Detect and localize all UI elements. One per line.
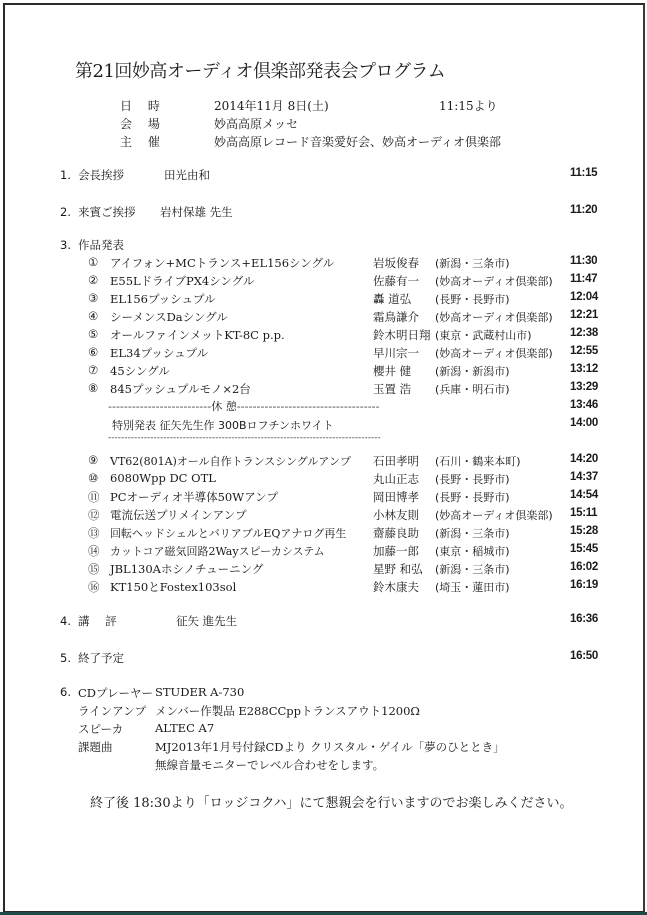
presentation-row — [88, 489, 598, 505]
special-presentation: 特別発表 征矢先生作 300Bロフチンホワイト — [112, 419, 334, 432]
item-time: 13:12 — [570, 363, 598, 375]
equipment-row — [78, 757, 384, 773]
item-number: ⑩ — [88, 471, 99, 485]
item-location: (妙高オーディオ倶楽部) — [435, 509, 553, 522]
section-label: 会長挨拶 — [78, 168, 124, 182]
item-time: 11:30 — [570, 255, 598, 267]
item-location: (石川・鶴来本町) — [435, 455, 521, 468]
info-label: 会 場 — [120, 117, 166, 131]
presentation-row — [88, 381, 598, 397]
equipment-value: 無線音量モニターでレベル合わせをします。 — [155, 758, 385, 772]
presentation-row — [88, 525, 598, 541]
section-label: 来賓ご挨拶 — [78, 205, 136, 219]
item-work: カットコア磁気回路2Wayスピーカシステム — [110, 545, 325, 558]
item-work: 回転ヘッドシェルとバリアブルEQアナログ再生 — [110, 527, 347, 540]
presentation-row — [88, 579, 598, 595]
info-start-time: 11:15より — [439, 99, 498, 113]
item-location: (長野・長野市) — [435, 473, 510, 486]
equipment-value: ALTEC A7 — [155, 721, 215, 735]
presentation-row — [88, 543, 598, 559]
item-presenter: 佐藤有一 — [373, 274, 419, 288]
item-work: E55LドライブPX4シングル — [110, 274, 255, 288]
item-location: (妙高オーディオ倶楽部) — [435, 347, 553, 360]
item-time: 14:37 — [570, 471, 598, 483]
item-number: ⑥ — [88, 345, 99, 359]
item-number: ① — [88, 255, 99, 269]
item-presenter: 早川宗一 — [373, 346, 419, 360]
item-work: 6080Wpp DC OTL — [110, 471, 216, 485]
section-number: 1. — [60, 168, 71, 182]
item-time: 14:20 — [570, 453, 598, 465]
item-location: (新潟・三条市) — [435, 563, 510, 576]
presentation-row — [88, 309, 598, 325]
section-person: 岩村保雄 先生 — [160, 205, 233, 219]
item-presenter: 加藤一郎 — [373, 544, 419, 558]
item-work: シーメンスDaシングル — [110, 310, 228, 324]
item-work: PCオーディオ半導体50Wアンプ — [110, 490, 279, 504]
item-time: 16:02 — [570, 561, 598, 573]
item-presenter: 小林友則 — [373, 508, 419, 522]
item-number: ⑦ — [88, 363, 99, 377]
item-presenter: 石田孝明 — [373, 454, 419, 468]
section-1-time: 11:15 — [570, 167, 598, 179]
section-label: 作品発表 — [78, 238, 124, 252]
item-presenter: 岩坂俊春 — [373, 256, 419, 270]
section-3 — [60, 237, 124, 253]
item-time: 12:55 — [570, 345, 598, 357]
item-location: (妙高オーディオ倶楽部) — [435, 275, 553, 288]
equipment-value: メンバー作製品 E288CCppトランスアウト1200Ω — [155, 704, 420, 718]
item-time: 15:11 — [570, 507, 598, 519]
info-venue — [120, 115, 414, 132]
presentation-row — [88, 273, 598, 289]
section-number: 2. — [60, 205, 71, 219]
section-number: 5. — [60, 651, 71, 665]
section-2 — [60, 204, 233, 220]
item-number: ⑫ — [88, 508, 100, 522]
item-number: ② — [88, 273, 99, 287]
info-label: 日 時 — [120, 99, 166, 113]
item-number: ⑧ — [88, 381, 99, 395]
equipment-row — [78, 739, 505, 755]
section-number: 3. — [60, 238, 71, 252]
item-location: (兵庫・明石市) — [435, 383, 510, 396]
section-1 — [60, 167, 210, 183]
item-work: KT150とFostex103sol — [110, 580, 237, 594]
equipment-key — [78, 757, 155, 773]
item-time: 15:28 — [570, 525, 598, 537]
closing-note: 終了後 18:30より「ロッジコクハ」にて懇親会を行いますのでお楽しみください。 — [90, 796, 573, 811]
presentation-row — [88, 327, 598, 343]
item-presenter: 丸山正志 — [373, 472, 419, 486]
section-4-time: 16:36 — [570, 613, 598, 625]
section-number: 4. — [60, 614, 71, 628]
item-time: 11:47 — [570, 273, 598, 285]
item-presenter: 霜鳥謙介 — [373, 310, 419, 324]
page-title: 第21回妙高オーディオ倶楽部発表会プログラム — [75, 61, 446, 82]
item-time: 12:21 — [570, 309, 598, 321]
item-number: ③ — [88, 291, 99, 305]
item-presenter: 玉置 浩 — [373, 382, 412, 396]
presentation-row — [88, 471, 598, 487]
equipment-row — [78, 703, 420, 719]
item-location: (新潟・三条市) — [435, 527, 510, 540]
break-row — [108, 398, 380, 414]
item-presenter: 岡田博孝 — [373, 490, 419, 504]
item-presenter: 鈴木明日翔 — [373, 328, 431, 342]
item-location: (埼玉・蓮田市) — [435, 581, 510, 594]
section-number: 6. — [60, 685, 71, 699]
presentation-row — [88, 561, 598, 577]
item-number: ⑮ — [88, 562, 100, 576]
item-location: (東京・稲城市) — [435, 545, 510, 558]
item-time: 16:19 — [570, 579, 598, 591]
item-number: ⑯ — [88, 580, 100, 594]
info-date — [120, 97, 498, 114]
item-work: EL156プッシュプル — [110, 292, 216, 306]
item-location: (東京・武蔵村山市) — [435, 329, 532, 342]
item-location: (妙高オーディオ倶楽部) — [435, 311, 553, 324]
info-label: 主 催 — [120, 135, 166, 149]
section-person: 征矢 進先生 — [176, 614, 238, 628]
item-time: 13:29 — [570, 381, 598, 393]
item-time: 12:38 — [570, 327, 598, 339]
item-number: ⑪ — [88, 490, 100, 504]
item-number: ⑤ — [88, 327, 99, 341]
section-6 — [60, 685, 244, 701]
equipment-row — [78, 721, 214, 737]
item-presenter: 星野 和弘 — [373, 562, 423, 576]
presentation-row — [88, 345, 598, 361]
item-work: EL34プッシュプル — [110, 346, 209, 360]
item-location: (新潟・三条市) — [435, 257, 510, 270]
item-presenter: 轟 道弘 — [373, 292, 412, 306]
presentation-row — [88, 255, 598, 271]
divider: ------------------------------------ — [236, 400, 380, 413]
section-5 — [60, 650, 124, 666]
break-label: 休 憩 — [211, 400, 237, 413]
section-5-time: 16:50 — [570, 650, 598, 662]
section-label: 終了予定 — [78, 651, 124, 665]
item-work: JBL130Aホシノチューニング — [110, 562, 264, 576]
info-value: 妙高高原メッセ — [214, 117, 299, 131]
item-time: 14:54 — [570, 489, 598, 501]
item-work: VT62(801A)オール自作トランスシングルアンプ — [110, 455, 351, 468]
equipment-value: STUDER A-730 — [155, 685, 245, 699]
equipment-key: CDプレーヤー — [78, 686, 154, 700]
info-organizer — [120, 133, 534, 150]
item-work: 845プッシュプルモノ×2台 — [110, 382, 251, 396]
section-label: 講 評 — [78, 614, 123, 628]
presentation-row — [88, 507, 598, 523]
item-number: ④ — [88, 309, 99, 323]
item-presenter: 齋藤良助 — [373, 526, 419, 540]
item-number: ⑬ — [88, 526, 100, 540]
item-presenter: 鈴木康夫 — [373, 580, 419, 594]
item-work: オールファインメットKT-8C p.p. — [110, 328, 285, 342]
item-location: (新潟・新潟市) — [435, 365, 510, 378]
item-work: 電流伝送プリメインアンプ — [110, 508, 247, 522]
presentation-row — [88, 453, 598, 469]
item-number: ⑨ — [88, 453, 99, 467]
section-person: 田光由和 — [164, 168, 210, 182]
break-time: 13:46 — [570, 399, 598, 411]
equipment-key: 課題曲 — [78, 740, 113, 754]
equipment-key: ラインアンプ — [78, 704, 147, 718]
presentation-row — [88, 291, 598, 307]
equipment-key: スピーカ — [78, 722, 124, 736]
info-value: 2014年11月 8日(土) — [214, 99, 329, 113]
item-location: (長野・長野市) — [435, 491, 510, 504]
equipment-value: MJ2013年1月号付録CDより クリスタル・ゲイル「夢のひととき」 — [155, 740, 505, 754]
item-presenter: 櫻井 健 — [373, 364, 412, 378]
section-2-time: 11:20 — [570, 204, 598, 216]
item-number: ⑭ — [88, 544, 100, 558]
item-time: 15:45 — [570, 543, 598, 555]
info-value: 妙高高原レコード音楽愛好会、妙高オーディオ倶楽部 — [214, 135, 502, 149]
item-work: アイフォン+MCトランス+EL156シングル — [110, 256, 335, 270]
special-time: 14:00 — [570, 417, 598, 429]
section-4 — [60, 613, 237, 629]
item-location: (長野・長野市) — [435, 293, 510, 306]
divider: -------------------------- — [108, 400, 212, 413]
item-time: 12:04 — [570, 291, 598, 303]
item-work: 45シングル — [110, 364, 170, 378]
presentation-row — [88, 363, 598, 379]
divider: ------------------------------------------------------------------------------------ — [108, 433, 381, 443]
